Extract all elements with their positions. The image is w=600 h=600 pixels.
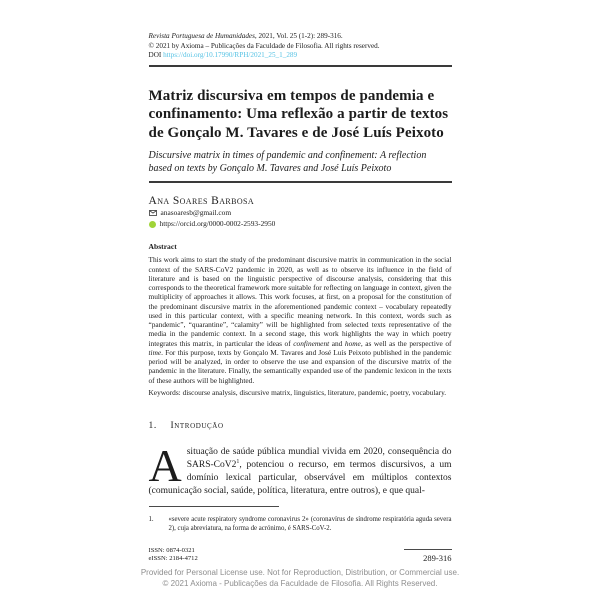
abstract-segment: and — [329, 338, 345, 348]
author-email[interactable]: anasoaresb@gmail.com — [160, 208, 232, 218]
drop-cap: A — [148, 440, 182, 492]
author-name: Ana Soares Barbosa — [148, 195, 255, 208]
issn: ISSN: 0874-0321 — [148, 546, 195, 554]
abstract-text — [149, 255, 452, 385]
section-heading — [149, 421, 452, 431]
license-notice-line2: © 2021 Axioma - Publicações da Faculdade de Filosofia. All Rights Reserved. — [162, 578, 438, 588]
abstract-segment: , as well as the perspective of — [360, 338, 452, 348]
journal-citation-line — [149, 32, 452, 42]
email-icon — [149, 210, 157, 216]
content-column — [149, 0, 452, 563]
footnote-reference[interactable]: 1 — [236, 458, 240, 465]
footnote-text: «severe acute respiratory syndrome coronavirus 2» (coronavírus de síndrome respiratória aguda severa 2), cuja abreviatura, na forma de acrónimo, é SARS-CoV-2. — [168, 516, 452, 532]
intro-text-segment: , potenciou o recurso, em termos discursivos, a um domínio lexical particular, observável em múltiplos contextos (comunicação social, saúde, política, literatura, entre outros), e que qual- — [148, 460, 452, 497]
author-orcid-link[interactable]: https://orcid.org/0000-0002-2593-2950 — [159, 219, 276, 229]
orcid-icon — [149, 221, 156, 228]
abstract-heading: Abstract — [148, 242, 177, 252]
section-title: Introdução — [170, 421, 224, 432]
doi-line — [149, 51, 452, 61]
abstract-segment: This work aims to start the study of the predominant discursive matrix in communication in the social context of the SARS-CoV2 pandemic in 2020, as well as to observe its influence in the field of literature and is based on the linguistic perspective of discourse analysis, considering that this corresponds to the theoretical framework more suitable for reflecting on language in context, given the multiplicity of approaches it allows. This work focuses, at first, on a proposal for the constitution of the predominant discursive matrix in the aforementioned pandemic context – vocabulary repeatedly used in this particular context, with a specific meaning network. In this context, words such as “pandemic”, “quarantine”, “calamity” will be highlighted from selected texts representative of the media in the pandemic context. In a second stage, this work highlights the way in which poetry integrates this matrix, in particular the ideas of — [148, 255, 452, 348]
eissn: eISSN: 2184-4712 — [148, 555, 198, 563]
article-title: Matriz discursiva em tempos de pandemia e confinamento: Uma reflexão a partir de textos de Gonçalo M. Tavares e de José Luís Peixoto — [148, 87, 449, 141]
author-orcid-row — [149, 219, 452, 229]
header-divider — [149, 65, 452, 67]
intro-text-segment: situação de saúde pública mundial vivida em 2020, consequência do SARS-CoV2 — [186, 447, 452, 471]
abstract-term-home: home — [344, 338, 361, 348]
keywords-line — [149, 388, 452, 397]
license-notice — [0, 568, 600, 589]
footnote-number: 1. — [148, 516, 154, 524]
abstract-segment: . For this purpose, texts by Gonçalo M. Tavares and José Luís Peixoto published in the pandemic period will be analyzed, in order to observe the use and expansion of the discursive matrix of the pandemic in the literature. Finally, the semantically expanded use of the pandemic lexicon in the texts of these authors will be highlighted. — [148, 347, 452, 385]
page-range-divider — [404, 549, 452, 550]
journal-name: Revista Portuguesa de Humanidades — [148, 32, 255, 40]
article-subtitle-en: Discursive matrix in times of pandemic and confinement: A reflection based on texts by Gonçalo M. Tavares and José Luís Peixoto — [148, 150, 427, 174]
issn-block — [149, 547, 198, 564]
intro-paragraph — [148, 440, 452, 498]
journal-issue-info: , 2021, Vol. 25 (1-2): 289-316. — [254, 32, 343, 40]
abstract-term-time: time — [148, 347, 162, 357]
journal-header — [149, 32, 452, 61]
section-number: 1. — [148, 421, 157, 432]
footnote-divider — [149, 506, 279, 507]
keywords-label: Keywords: — [148, 387, 183, 397]
abstract-term-confinement: confinement — [293, 338, 330, 348]
keywords-text: discourse analysis, discursive matrix, linguistics, literature, pandemic, poetry, vocabulary. — [182, 387, 447, 397]
doi-label: DOI — [148, 51, 164, 60]
page-footer — [149, 547, 452, 564]
page-range: 289-316 — [423, 553, 452, 564]
footnote — [149, 516, 452, 534]
license-notice-line1: Provided for Personal License use. Not for Reproduction, Distribution, or Commercial use. — [140, 568, 460, 577]
page-range-block — [404, 549, 452, 563]
doi-link[interactable]: https://doi.org/10.17990/RPH/2021_25_1_289 — [163, 51, 298, 60]
journal-copyright-line: © 2021 by Axioma – Publicações da Faculdade de Filosofia. All rights reserved. — [148, 41, 380, 50]
author-email-row — [149, 208, 452, 218]
title-divider — [149, 181, 452, 183]
